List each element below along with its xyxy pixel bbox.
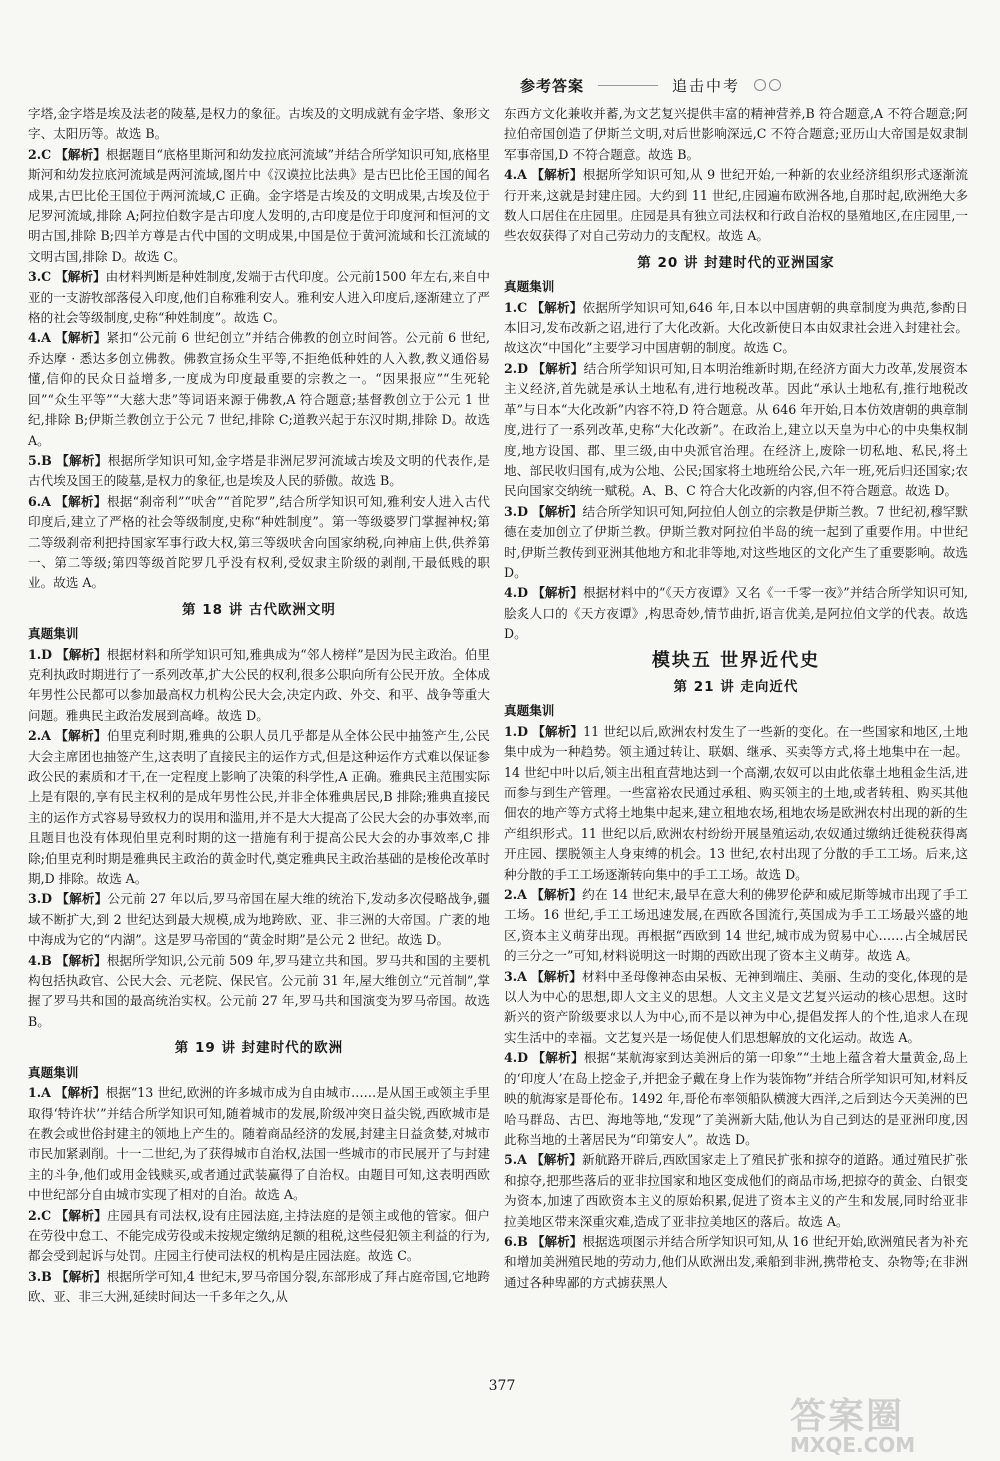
page-number: 377	[488, 1378, 516, 1394]
continued-text: 字塔,金字塔是埃及法老的陵墓,是权力的象征。古埃及的文明成就有金字塔、象形文字、太阳历等。故选 B。	[28, 106, 490, 142]
analysis-tag: 【解析】	[55, 269, 106, 285]
answer-text: 由材料判断是种姓制度,发端于古代印度。公元前1500 年左右,来自中亚的一支游牧部落侵入印度,他们自称雅利安人。雅利安人进入印度后,逐渐建立了严格的社会等级制度,史称“种姓制度”。故选 C。	[28, 269, 490, 326]
analysis-tag: 【解析】	[55, 728, 107, 744]
answer-number: 6.B	[504, 1233, 528, 1249]
answer-text: 根据所学知识,公元前 509 年,罗马建立共和国。罗马共和国的主要机构包括执政官、公民大会、元老院、保民官。公元前 31 年,屋大维创立“元首制”,掌握了罗马共和国的最高统治实权。公元前 27 年,罗马共和国演变为罗马帝国。故选 B。	[28, 952, 491, 1029]
analysis-tag: 【解析】	[531, 1152, 583, 1168]
answer-number: 2.C	[28, 146, 52, 162]
subsection-label: 真题集训	[28, 626, 79, 642]
answer-number: 2.A	[28, 728, 51, 744]
answer-number: 3.D	[28, 891, 53, 907]
subsection-label: 真题集训	[504, 703, 555, 719]
answer-text: 伯里克利时期,雅典的公职人员几乎都是从全体公民中抽签产生,公民大会主席团也抽签产生,这表明了直接民主的运作方式,但是这种运作方式难以保证参政公民的素质和才干,在一定程度上影响了决策的科学性,A 正确。雅典民主范围实际上是有限的,享有民主权利的是成年男性公民,并非全体雅典居民,B 排除;雅典直接民主的运作方式容易导致权力的误用和滥用,并不是大大提高了公民大会的办事效率,而且题目也没有体现伯里克利时期的这一措施有利于提高公民大会的办事效率,C 排除;伯里克利时期是雅典民主政治的黄金时代,奠定雅典民主政治基础的是梭伦改革时期,D 排除。故选 A。	[28, 728, 490, 887]
header-divider	[598, 85, 658, 86]
answer-item	[504, 885, 968, 967]
answer-number: 6.A	[28, 493, 51, 509]
answer-text: 根据材料和所学知识可知,雅典成为“邻人榜样”是因为民主政治。伯里克利执政时期进行了一系列改革,扩大公民的权利,很多公职向所有公民开放。全体成年男性公民都可以参加最高权力机构公民大会,决定内政、外交、和平、战争等重大问题。雅典民主政治发展到高峰。故选 D。	[28, 646, 490, 723]
lecture-heading: 第 19 讲 封建时代的欧洲	[174, 1040, 344, 1057]
answer-number: 3.A	[504, 968, 527, 984]
analysis-tag: 【解析】	[531, 1233, 583, 1249]
answer-number: 2.D	[504, 360, 529, 376]
analysis-tag: 【解析】	[55, 952, 107, 968]
answer-number: 5.A	[504, 1152, 527, 1168]
answer-item	[504, 967, 968, 1049]
answer-item	[504, 1048, 968, 1150]
answer-number: 1.A	[28, 1085, 51, 1101]
answer-text: 根据“刹帝利”“吠舍”“首陀罗”,结合所学知识可知,雅利安人进入古代印度后,建立了严格的社会等级制度,史称“种姓制度”。第一等级婆罗门掌握神权;第二等级刹帝利把持国家军事行政大权,第三等级吠舍向国家纳税,向神庙上供,供养第一、第二等级;第四等级首陀罗几乎没有权利,受奴隶主阶级的剥削,干最低贱的职业。故选 A。	[28, 493, 490, 591]
answer-text: 11 世纪以后,欧洲农村发生了一些新的变化。在一些国家和地区,土地集中成为一种趋势。领主通过转让、联姻、继承、买卖等方式,将土地集中在一起。14 世纪中叶以后,领主出租直营地达到一个高潮,农奴可以由此依靠土地租金生活,进而参与到生产管理。一些富裕农民通过承租、购买领主的土地,或者转租、购买其他佃农的地产等方式将土地集中起来,建立租地农场,租地农场是欧洲农村出现的新的生产组织形式。11 世纪以后,欧洲农村纷纷开展垦殖运动,农奴通过缴纳迁徙税获得离开庄园、摆脱领主人身束缚的机会。13 世纪,农村出现了分散的手工工场。后来,这种分散的手工工场逐渐转向集中的手工工场。故选 D。	[504, 723, 968, 882]
answer-text: 庄园具有司法权,设有庄园法庭,主持法庭的是领主或他的管家。佃户在劳役中怠工、不能完成劳役或未按规定缴纳足额的租税,这些侵犯领主利益的行为,都会受到起诉与处罚。庄园主行使司法权的机构是庄园法庭。故选 C。	[28, 1207, 490, 1264]
analysis-tag: 【解析】	[56, 452, 108, 468]
answer-text: 紧扣“公元前 6 世纪创立”并结合佛教的创立时间答。公元前 6 世纪,乔达摩 · 悉达多创立佛教。佛教宣扬众生平等,不拒绝低种姓的人入教,教义通俗易懂,信仰的民众日益增多,一度成为印度最重要的宗教之一。“因果报应”“生死轮回”“众生平等”“大慈大悲”等词语来源于佛教,A 符合题意;基督教创立于公元 1 世纪,排除 B;伊斯兰教创立于公元 7 世纪,排除 C;道教兴起于东汉时期,排除 D。故选 A。	[28, 330, 490, 448]
answer-item	[504, 298, 968, 359]
watermark-logo	[790, 1388, 980, 1457]
answer-number: 1.D	[28, 646, 53, 662]
answer-item	[28, 267, 490, 328]
answer-text: 根据所学知识可知,从 9 世纪开始,一种新的农业经济组织形式逐渐流行开来,这就是封建庄园。大约到 11 世纪,庄园遍布欧洲各地,自那时起,欧洲绝大多数人口居住在庄园里。庄园是具有独立司法权和行政自治权的垦殖地区,在庄园里,一些农奴获得了对自己劳动力的支配权。故选 A。	[504, 167, 969, 244]
answer-item	[28, 726, 490, 889]
analysis-tag: 【解析】	[55, 146, 106, 162]
answer-number: 3.B	[28, 1268, 52, 1284]
analysis-tag: 【解析】	[532, 1050, 584, 1066]
analysis-tag: 【解析】	[55, 1207, 108, 1223]
left-column	[28, 104, 490, 1308]
answer-text: 根据题目“底格里斯河和幼发拉底河流域”并结合所学知识可知,底格里斯河和幼发拉底河流域是两河流域,图片中《汉谟拉比法典》是古巴比伦王国的闻名成果,古巴比伦王国位于两河流域,C 正确。金字塔是古埃及的文明成果,古埃及位于尼罗河流域,排除 A;阿拉伯数字是古印度人发明的,古印度是位于印度河和恒河的文明古国,排除 B;四羊方尊是古代中国的文明成果,中国是位于黄河流域和长江流域的文明古国,排除 D。故选 C。	[28, 146, 490, 264]
answer-item	[504, 722, 968, 885]
answer-number: 4.B	[28, 952, 52, 968]
answer-number: 5.B	[28, 452, 52, 468]
answer-text: 公元前 27 年以后,罗马帝国在屋大维的统治下,发动多次侵略战争,疆域不断扩大,到 2 世纪达到最大规模,成为地跨欧、亚、非三洲的大帝国。广袤的地中海成为它的“内湖”。这是罗马帝国的“黄金时期”是公元 2 世纪。故选 D。	[28, 891, 490, 948]
answer-item	[28, 1083, 490, 1205]
right-column	[504, 104, 968, 1293]
answer-number: 4.A	[28, 330, 51, 346]
answer-item	[28, 451, 490, 492]
answer-item	[504, 1150, 968, 1232]
analysis-tag: 【解析】	[532, 503, 583, 519]
answer-item	[28, 492, 490, 594]
analysis-tag: 【解析】	[531, 167, 583, 183]
watermark-text: 答案圈	[790, 1396, 905, 1437]
analysis-tag: 【解析】	[532, 360, 584, 376]
answer-text: 根据材料中的“《天方夜谭》又名《一千零一夜》”并结合所学知识可知,脍炙人口的《天方夜谭》,构思奇妙,情节曲折,语言优美,是阿拉伯文学的代表。故选 D。	[504, 585, 969, 642]
lecture-heading: 第 20 讲 封建时代的亚洲国家	[637, 254, 835, 271]
analysis-tag: 【解析】	[54, 1085, 106, 1101]
answer-item	[28, 1206, 490, 1267]
answer-text: 材料中圣母像神态由呆板、无神到端庄、美丽、生动的变化,体现的是以人为中心的思想,即人文主义的思想。人文主义是文艺复兴运动的核心思想。这时新兴的资产阶级要求以人为中心,而不是以神为中心,提倡发挥人的个性,追求人在现实生活中的幸福。文艺复兴是一场促使人们思想解放的文化运动。故选 A。	[504, 968, 968, 1045]
module-heading: 模块五 世界近代史	[651, 649, 821, 671]
answer-item	[28, 951, 490, 1033]
answer-text: 结合所学知识可知,阿拉伯人创立的宗教是伊斯兰教。7 世纪初,穆罕默德在麦加创立了伊斯兰教。伊斯兰教对阿拉伯半岛的统一起到了重要作用。中世纪时,伊斯兰教传到亚洲其他地方和北非等地,对这些地区的文化产生了重要影响。故选 D。	[504, 503, 968, 580]
analysis-tag: 【解析】	[531, 299, 583, 315]
header-decoration-icon	[754, 79, 781, 91]
answer-text: 根据所学知识可知,金字塔是非洲尼罗河流域古埃及文明的代表作,是古代埃及国王的陵墓,是权力的象征,也是埃及人民的骄傲。故选 B。	[28, 452, 490, 489]
answer-number: 1.C	[504, 299, 528, 315]
answer-item	[504, 165, 968, 247]
subsection-label: 真题集训	[28, 1064, 79, 1080]
answer-number: 4.D	[504, 1050, 529, 1066]
answer-item	[28, 1267, 490, 1308]
answer-item	[504, 1232, 968, 1293]
answer-number: 4.A	[504, 167, 527, 183]
lecture-heading: 第 21 讲 走向近代	[673, 678, 799, 695]
answer-text: 根据“13 世纪,欧洲的许多城市成为自由城市……是从国王或领主手里取得‘特许状’”并结合所学知识可知,随着城市的发展,阶级冲突日益尖锐,西欧城市是在教会或世俗封建主的领地上产生的。随着商品经济的发展,封建主日益贪婪,对城市市民加紧剥削。十一二世纪,为了获得城市自治权,法国一些城市的市民展开了与封建主的斗争,他们或用金钱赎买,或者通过武装赢得了自治权。由题目可知,这表明西欧中世纪部分自由城市实现了相对的自治。故选 A。	[28, 1085, 490, 1203]
answer-text: 根据所学可知,4 世纪末,罗马帝国分裂,东部形成了拜占庭帝国,它地跨欧、亚、非三大洲,延续时间达一千多年之久,从	[28, 1268, 490, 1305]
answer-item	[504, 502, 968, 584]
analysis-tag: 【解析】	[56, 646, 107, 662]
answer-item	[28, 328, 490, 450]
answer-item	[28, 145, 490, 267]
answer-number: 3.D	[504, 503, 529, 519]
answer-number: 3.C	[28, 269, 52, 285]
series-title: 追击中考	[672, 76, 741, 95]
analysis-tag: 【解析】	[56, 891, 108, 907]
analysis-tag: 【解析】	[532, 585, 583, 601]
section-label: 参考答案	[520, 76, 585, 95]
page-header	[520, 72, 960, 98]
analysis-tag: 【解析】	[55, 1268, 107, 1284]
answer-number: 2.A	[504, 887, 527, 903]
watermark-url: MXQE.COM	[790, 1433, 916, 1457]
analysis-tag: 【解析】	[55, 330, 107, 346]
continued-text: 东西方文化兼收并蓄,为文艺复兴提供丰富的精神营养,B 符合题意,A 不符合题意;阿拉伯帝国创造了伊斯兰文明,对后世影响深远,C 不符合题意;亚历山大帝国是奴隶制军事帝国,D 不符合题意。故选 B。	[504, 106, 968, 162]
lecture-heading: 第 18 讲 古代欧洲文明	[182, 601, 336, 618]
analysis-tag: 【解析】	[532, 723, 584, 739]
answer-item	[504, 583, 968, 644]
answer-item	[504, 359, 968, 502]
analysis-tag: 【解析】	[531, 887, 583, 903]
answer-text: 新航路开辟后,西欧国家走上了殖民扩张和掠夺的道路。通过殖民扩张和掠夺,把那些落后的亚非拉国家和地区变成他们的商品市场,把掠夺的黄金、白银变为资本,加速了西欧资本主义的原始积累,促进了资本主义的产生和发展,同时给亚非拉美地区带来深重灾难,造成了亚非拉美地区的落后。故选 A。	[504, 1152, 968, 1229]
answer-number: 4.D	[504, 585, 529, 601]
answer-text: 根据选项图示并结合所学知识可知,从 16 世纪开始,欧洲殖民者为补充和增加美洲殖民地的劳动力,他们从欧洲出发,乘船到非洲,携带枪支、杂物等;在非洲通过各种卑鄙的方式掳获黑人	[504, 1233, 969, 1290]
analysis-tag: 【解析】	[531, 968, 583, 984]
analysis-tag: 【解析】	[55, 493, 107, 509]
answer-item	[28, 889, 490, 950]
answer-text: 结合所学知识可知,日本明治维新时期,在经济方面大力改革,发展资本主义经济,首先就是承认土地私有,进行地税改革。因此“承认土地私有,推行地税改革”与日本“大化改新”内容不符,D 符合题意。从 646 年开始,日本仿效唐朝的典章制度,进行了一系列改革,史称“大化改新”。在政治上,建立以天皇为中心的中央集权制度,地方设国、郡、里三级,由中央派官治理。在经济上,废除一切私地、私民,将土地、部民收归国有,成为公地、公民;国家将土地班给公民,六年一班,死后归还国家;农民向国家交纳统一赋税。A、B、C 符合大化改新的内容,但不符合题意。故选 D。	[504, 360, 968, 499]
answer-text: 依据所学知识可知,646 年,日本以中国唐朝的典章制度为典范,参酌日本旧习,发布改新之诏,进行了大化改新。大化改新使日本由奴隶社会进入封建社会。故这次“中国化”主要学习中国唐朝的制度。故选 C。	[504, 299, 968, 356]
answer-number: 1.D	[504, 723, 529, 739]
answer-text: 约在 14 世纪末,最早在意大利的佛罗伦萨和威尼斯等城市出现了手工工场。16 世纪,手工工场迅速发展,在西欧各国流行,英国成为手工工场最兴盛的地区,资本主义萌芽出现。再根据“西欧到 14 世纪,城市成为贸易中心……占全城居民的三分之一”可知,材料说明这一时期的西欧出现了资本主义萌芽。故选 A。	[504, 887, 968, 964]
subsection-label: 真题集训	[504, 279, 555, 295]
answer-text: 根据“某航海家到达美洲后的第一印象”“土地上蕴含着大量黄金,岛上的‘印度人’在岛上挖金子,并把金子戴在身上作为装饰物”并结合所学知识可知,材料反映的航海家是哥伦布。1492 年,哥伦布率领船队横渡大西洋,之后到达今天美洲的巴哈马群岛、古巴、海地等地,“发现”了美洲新大陆,他认为自己到达的是亚洲印度,因此称当地的土著居民为“印第安人”。故选 D。	[504, 1050, 968, 1147]
answer-item	[28, 645, 490, 727]
answer-number: 2.C	[28, 1207, 52, 1223]
